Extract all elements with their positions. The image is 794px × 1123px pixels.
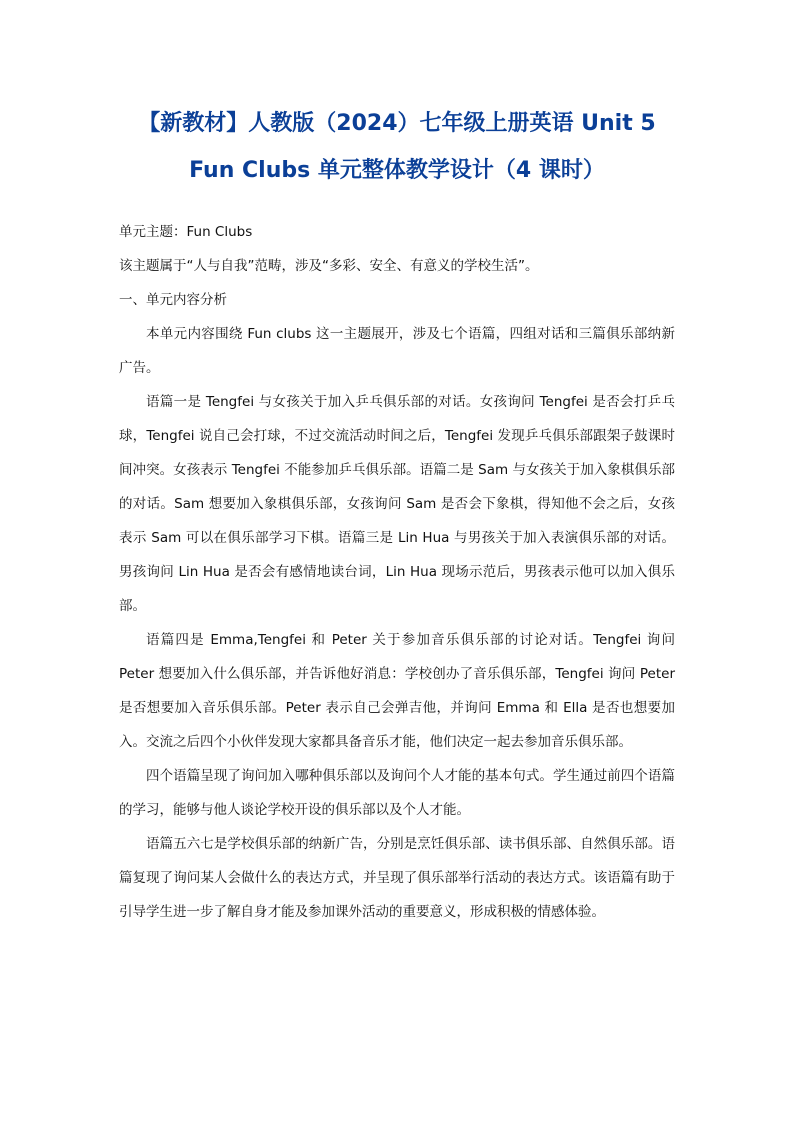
paragraph-1: 本单元内容围绕 Fun clubs 这一主题展开，涉及七个语篇，四组对话和三篇俱乐部纳新广告。 [119, 326, 675, 376]
document-title [100, 100, 694, 194]
section-heading: 一、单元内容分析 [119, 292, 227, 308]
paragraph-3: 语篇四是 Emma,Tengfei 和 Peter 关于参加音乐俱乐部的讨论对话。Tengfei 询问 Peter 想要加入什么俱乐部，并告诉他好消息：学校创办了音乐俱乐部，Tengfei 询问 Peter 是否想要加入音乐俱乐部。Peter 表示自己会弹吉他，并询问 Emma 和 Ella 是否也想要加入。交流之后四个小伙伴发现大家都具备音乐才能，他们决定一起去参加音乐俱乐部。 [119, 632, 675, 750]
theme-description: 该主题属于“人与自我”范畴，涉及“多彩、安全、有意义的学校生活”。 [119, 258, 539, 274]
paragraph-4: 四个语篇呈现了询问加入哪种俱乐部以及询问个人才能的基本句式。学生通过前四个语篇的学习，能够与他人谈论学校开设的俱乐部以及个人才能。 [119, 768, 675, 818]
title-line-2: Fun Clubs 单元整体教学设计（4 课时） [189, 158, 605, 183]
paragraph-5: 语篇五六七是学校俱乐部的纳新广告，分别是烹饪俱乐部、读书俱乐部、自然俱乐部。语篇复现了询问某人会做什么的表达方式，并呈现了俱乐部举行活动的表达方式。该语篇有助于引导学生进一步了解自身才能及参加课外活动的重要意义，形成积极的情感体验。 [119, 836, 675, 920]
document-body [119, 215, 675, 929]
title-line-1: 【新教材】人教版（2024）七年级上册英语 Unit 5 [138, 111, 656, 136]
unit-theme-line: 单元主题：Fun Clubs [119, 224, 253, 240]
paragraph-2: 语篇一是 Tengfei 与女孩关于加入乒乓俱乐部的对话。女孩询问 Tengfei 是否会打乒乓球，Tengfei 说自己会打球，不过交流活动时间之后，Tengfei 发现乒乓俱乐部跟架子鼓课时间冲突。女孩表示 Tengfei 不能参加乒乓俱乐部。语篇二是 Sam 与女孩关于加入象棋俱乐部的对话。Sam 想要加入象棋俱乐部，女孩询问 Sam 是否会下象棋，得知他不会之后，女孩表示 Sam 可以在俱乐部学习下棋。语篇三是 Lin Hua 与男孩关于加入表演俱乐部的对话。男孩询问 Lin Hua 是否会有感情地读台词，Lin Hua 现场示范后，男孩表示他可以加入俱乐部。 [119, 394, 675, 614]
